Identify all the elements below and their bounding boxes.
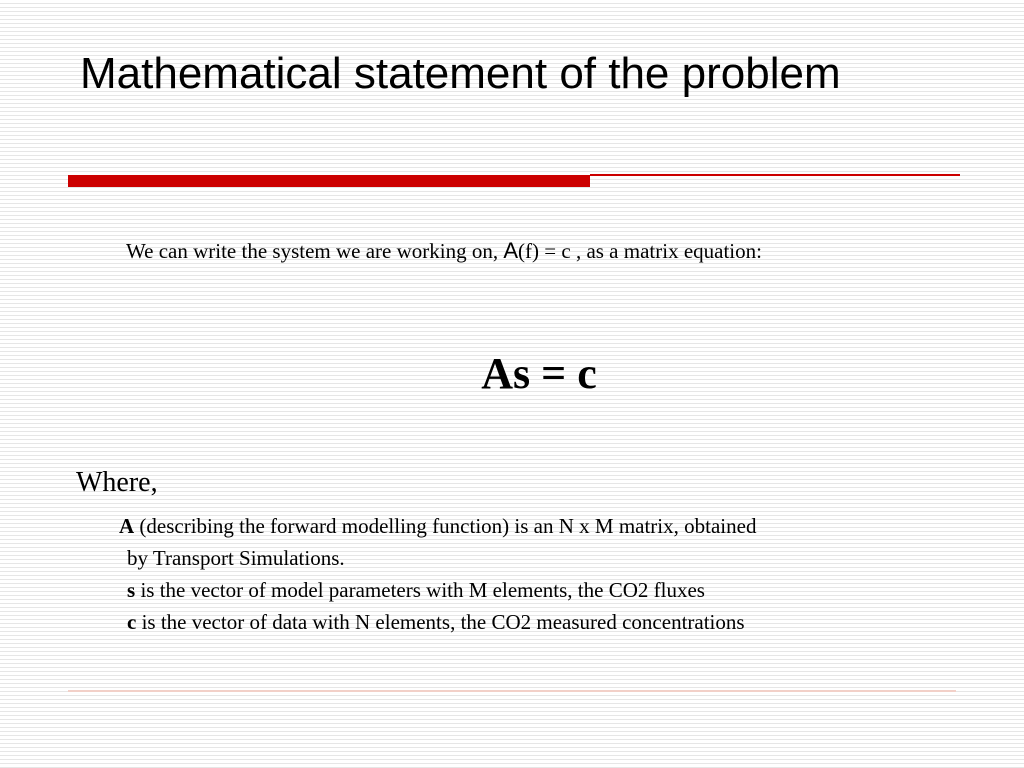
slide-title: Mathematical statement of the problem	[80, 49, 841, 98]
intro-text-before: We can write the system we are working on,	[126, 239, 504, 263]
title-underline-thin	[590, 174, 960, 176]
matrix-equation: As = c	[481, 349, 597, 398]
definition-symbol: s	[127, 578, 136, 602]
footer-divider	[68, 690, 956, 692]
intro-sentence	[126, 237, 986, 265]
definition-symbol: A	[119, 514, 135, 538]
definition-symbol: c	[127, 610, 137, 634]
definition-text: (describing the forward modelling function) is an N x M matrix, obtained	[134, 514, 757, 538]
definition-c	[127, 606, 745, 638]
title-underline-accent	[68, 175, 590, 187]
definition-text: is the vector of data with N elements, the CO2 measured concentrations	[136, 610, 745, 634]
where-label: Where,	[76, 467, 158, 498]
definition-text: is the vector of model parameters with M elements, the CO2 fluxes	[135, 578, 705, 602]
definition-s	[127, 574, 705, 606]
intro-operator-symbol: A	[503, 238, 519, 263]
definition-a	[119, 510, 756, 542]
intro-text-after: (f) = c , as a matrix equation:	[518, 239, 762, 263]
definition-a-continuation: by Transport Simulations.	[127, 546, 345, 570]
